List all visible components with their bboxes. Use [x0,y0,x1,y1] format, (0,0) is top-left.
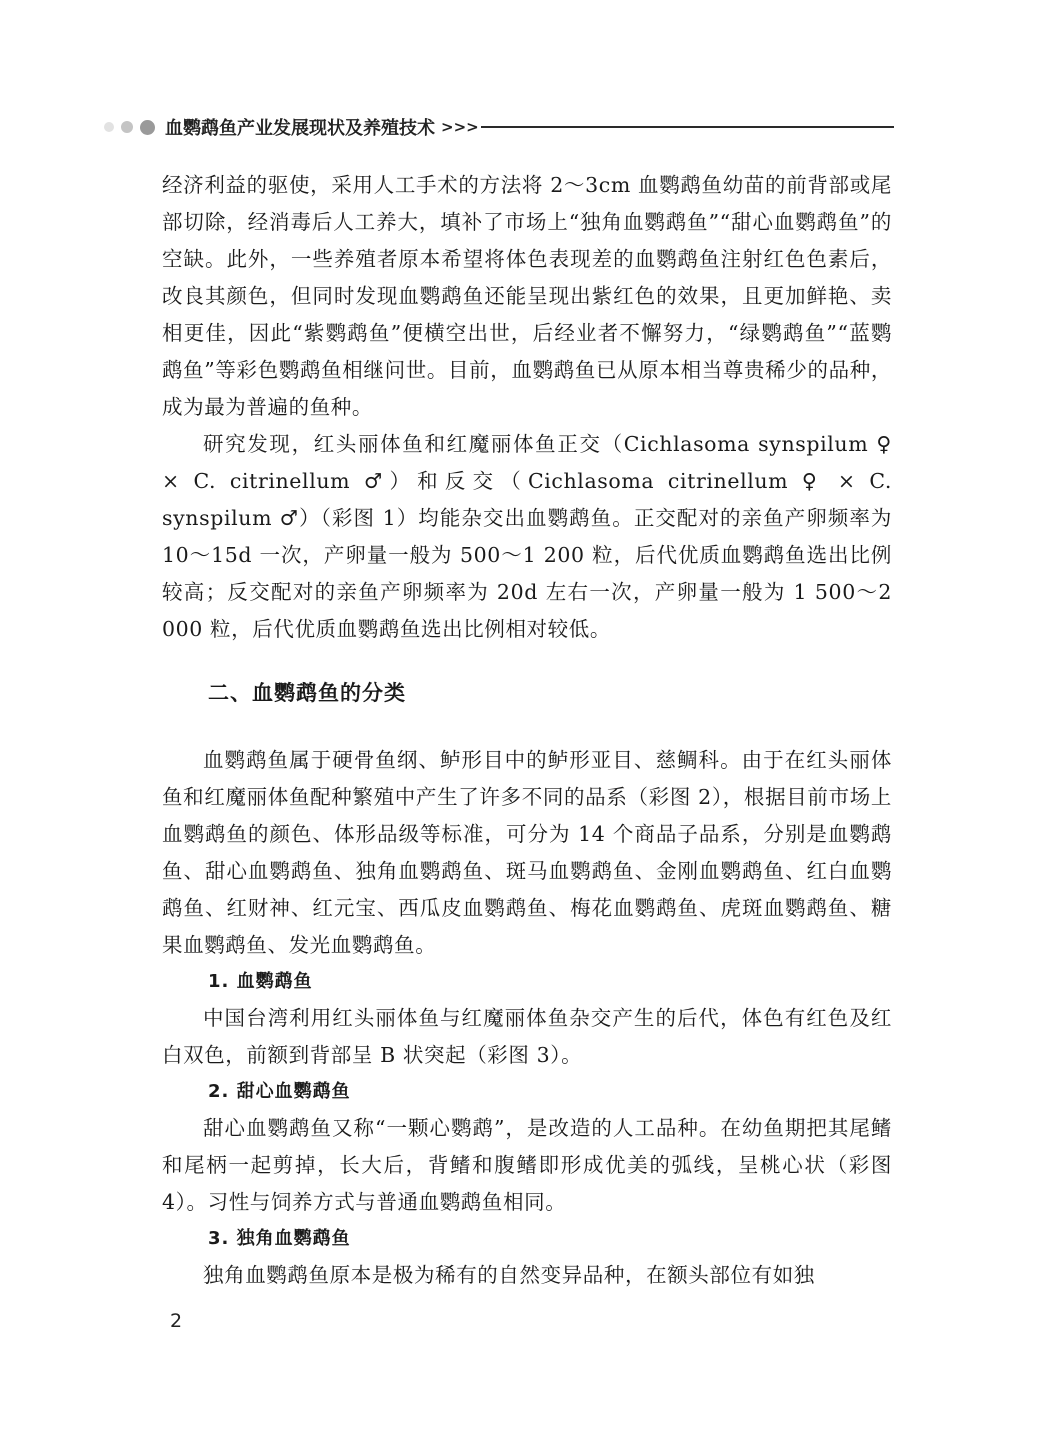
header-arrows: >>> [441,118,479,136]
subsection-paragraph: 甜心血鹦鹉鱼又称“一颗心鹦鹉”，是改造的人工品种。在幼鱼期把其尾鳍和尾柄一起剪掉，长大后，背鳍和腹鳍即形成优美的弧线，呈桃心状（彩图 4）。习性与饲养方式与普通血鹦鹉鱼相同。 [162,1116,892,1214]
section-heading: 二、血鹦鹉鱼的分类 [208,681,406,705]
page-body [162,167,892,1294]
subsection-paragraph: 独角血鹦鹉鱼原本是极为稀有的自然变异品种，在额头部位有如独 [203,1263,815,1287]
dot-icon [121,121,133,133]
dot-icon [140,120,155,135]
page-number: 2 [170,1310,183,1332]
header-title: 血鹦鹉鱼产业发展现状及养殖技术 [165,118,435,139]
paragraph-continued: 经济利益的驱使，采用人工手术的方法将 2～3cm 血鹦鹉鱼幼苗的前背部或尾部切除，经消毒后人工养大，填补了市场上“独角血鹦鹉鱼”“甜心血鹦鹉鱼”的空缺。此外，一些养殖者原本希望将体色表现差的血鹦鹉鱼注射红色色素后，改良其颜色，但同时发现血鹦鹉鱼还能呈现出紫红色的效果，且更加鲜艳、卖相更佳，因此“紫鹦鹉鱼”便横空出世，后经业者不懈努力，“绿鹦鹉鱼”“蓝鹦鹉鱼”等彩色鹦鹉鱼相继问世。目前，血鹦鹉鱼已从原本相当尊贵稀少的品种，成为最为普遍的鱼种。 [162,173,892,419]
paragraph-classification: 血鹦鹉鱼属于硬骨鱼纲、鲈形目中的鲈形亚目、慈鲷科。由于在红头丽体鱼和红魔丽体鱼配种繁殖中产生了许多不同的品系（彩图 2），根据目前市场上血鹦鹉鱼的颜色、体形品级等标准，可分为 14 个商品子品系，分别是血鹦鹉鱼、甜心血鹦鹉鱼、独角血鹦鹉鱼、斑马血鹦鹉鱼、金刚血鹦鹉鱼、红白血鹦鹉鱼、红财神、红元宝、西瓜皮血鹦鹉鱼、梅花血鹦鹉鱼、虎斑血鹦鹉鱼、糖果血鹦鹉鱼、发光血鹦鹉鱼。 [162,748,892,957]
header-rule [481,126,894,128]
subsection-heading: 2. 甜心血鹦鹉鱼 [208,1081,351,1102]
running-header [104,114,894,140]
subsection-heading: 1. 血鹦鹉鱼 [208,971,313,992]
paragraph-research: 研究发现，红头丽体鱼和红魔丽体鱼正交（Cichlasoma synspilum ♀ × C. citrinellum ♂）和反交（Cichlasoma citrinellum ♀ × C. synspilum ♂）（彩图 1）均能杂交出血鹦鹉鱼。正交配对的亲鱼产卵频率为 10～15d 一次，产卵量一般为 500～1 200 粒，后代优质血鹦鹉鱼选出比例较高；反交配对的亲鱼产卵频率为 20d 左右一次，产卵量一般为 1 500～2 000 粒，后代优质血鹦鹉鱼选出比例相对较低。 [162,432,892,641]
header-dots-decoration [104,120,155,135]
subsection-heading: 3. 独角血鹦鹉鱼 [208,1228,351,1249]
subsection-paragraph: 中国台湾利用红头丽体鱼与红魔丽体鱼杂交产生的后代，体色有红色及红白双色，前额到背部呈 B 状突起（彩图 3）。 [162,1006,892,1067]
dot-icon [104,122,114,132]
